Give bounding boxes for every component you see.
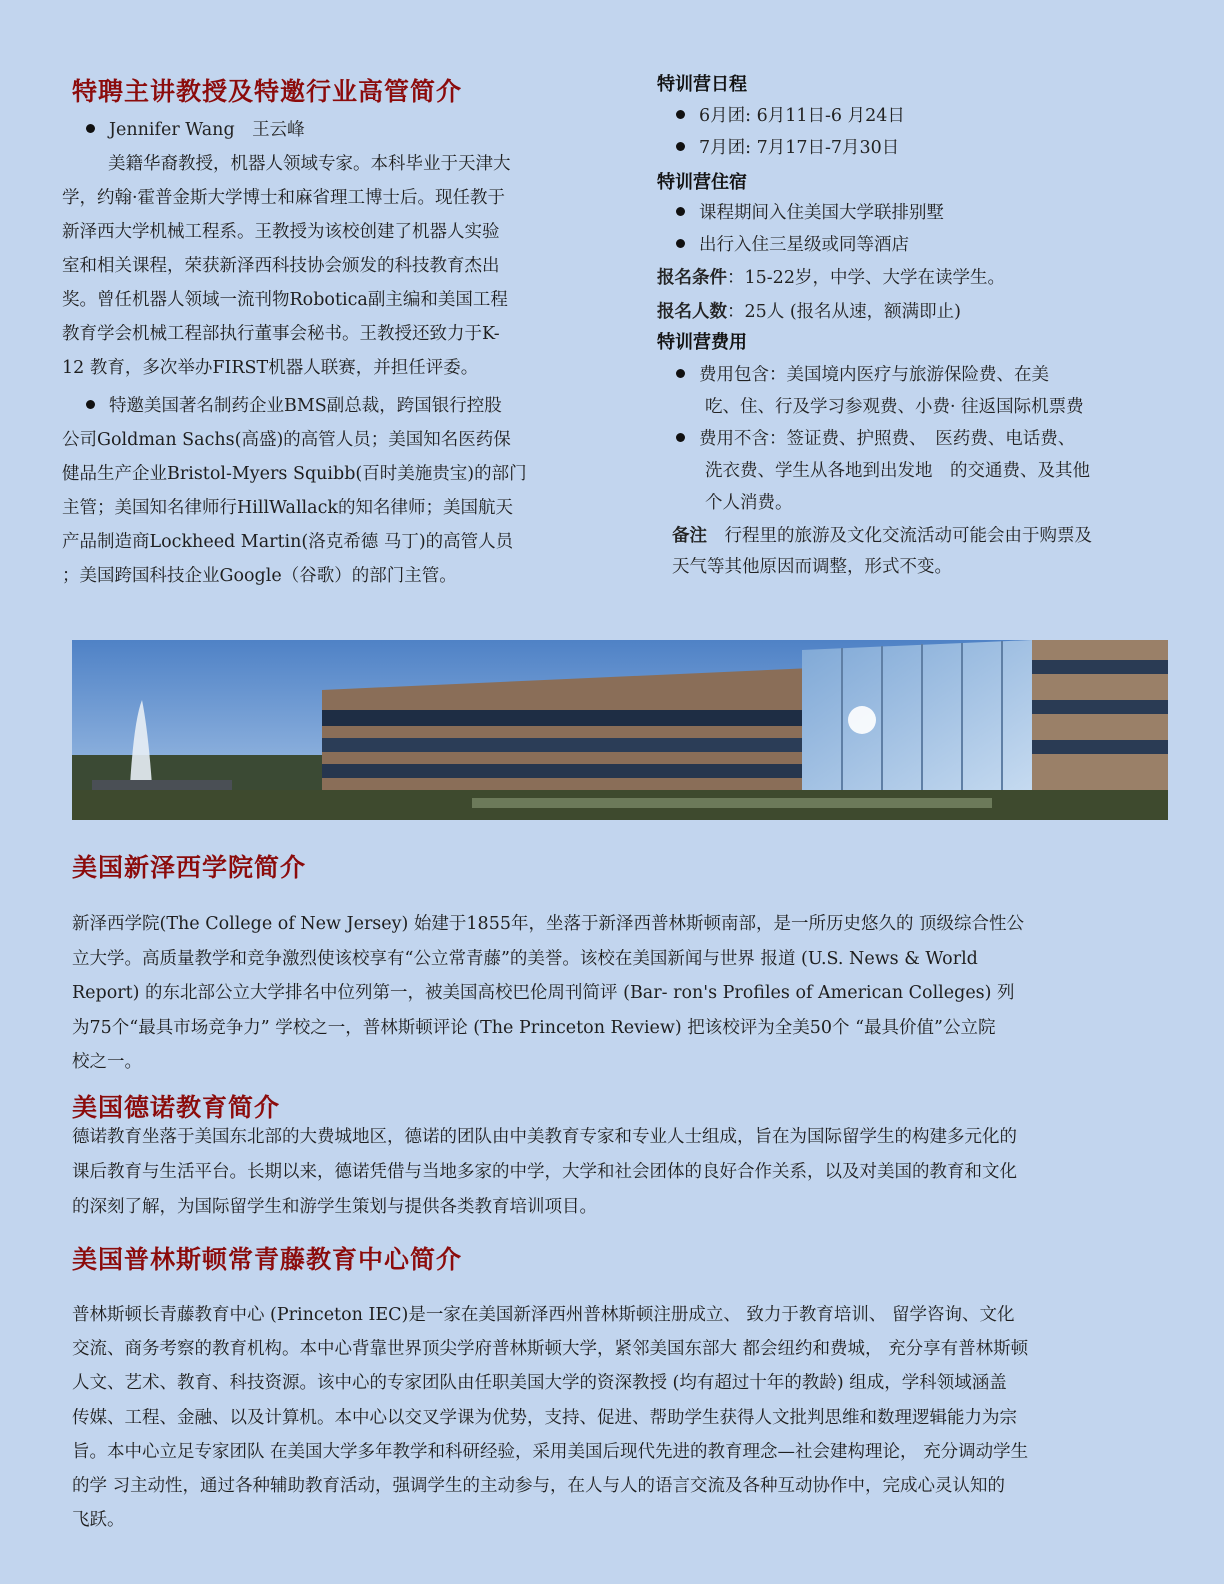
denuo-line: 的深刻了解，为国际留学生和游学生策划与提供各类教育培训项目。: [72, 1197, 597, 1217]
enrollment-count: 报名人数：25人 (报名从速，额满即止): [657, 302, 961, 322]
tcnj-line: Report) 的东北部公立大学排名中位列第一，被美国高校巴伦周刊简评 (Bar- ron's Profiles of American Colleges) 列: [72, 983, 1015, 1003]
note-cont: 天气等其他原因而调整，形式不变。: [672, 557, 952, 577]
tcnj-line: 为75个“最具市场竞争力” 学校之一，普林斯顿评论 (The Princeton Review) 把该校评为全美50个 “最具价值”公立院: [72, 1017, 996, 1038]
bio-line: 室和相关课程，荣获新泽西科技协会颁发的科技教育杰出: [62, 256, 500, 276]
denuo-line: 课后教育与生活平台。长期以来，德诺凭借与当地多家的中学，大学和社会团体的良好合作关系，以及对美国的教育和文化: [72, 1162, 1017, 1182]
iec-line: 旨。本中心立足专家团队 在美国大学多年教学和科研经验，采用美国后现代先进的教育理念—社会建构理论， 充分调动学生: [72, 1441, 1029, 1462]
iec-line: 的学 习主动性，通过各种辅助教育活动，强调学生的主动参与，在人与人的语言交流及各种互动协作中，完成心灵认知的: [72, 1476, 1006, 1497]
iec-line: 交流、商务考察的教育机构。本中心背靠世界顶尖学府普林斯顿大学，紧邻美国东部大 都会纽约和费城， 充分享有普林斯顿: [72, 1339, 1029, 1360]
requirements: 报名条件：15-22岁，中学、大学在读学生。: [657, 268, 1005, 288]
iec-line: 普林斯顿长青藤教育中心 (Princeton IEC)是一家在美国新泽西州普林斯顿注册成立、 致力于教育培训、 留学咨询、文化: [72, 1305, 1015, 1325]
bullet-icon: [86, 124, 95, 133]
tcnj-text: [72, 907, 1162, 1080]
iec-line: 人文、艺术、教育、科技资源。该中心的专家团队由任职美国大学的资深教授 (均有超过十年的教龄) 组成，学科领域涵盖: [72, 1373, 1007, 1394]
campus-building-photo: [72, 640, 1168, 820]
tcnj-line: 校之一。: [72, 1052, 142, 1072]
fee-title: 特训营费用: [657, 332, 747, 353]
bullet-icon: [676, 142, 685, 151]
fee-include-cont: 吃、住、行及学习参观费、小费· 往返国际机票费: [705, 397, 1084, 417]
denuo-text: [72, 1120, 1162, 1225]
bullet-icon: [676, 369, 685, 378]
schedule-item: 6月团: 6月11日-6 月24日: [676, 100, 905, 132]
exec-line: 产品制造商Lockheed Martin(洛克希德 马丁)的高管人员: [62, 532, 514, 552]
tcnj-line: 新泽西学院(The College of New Jersey) 始建于1855年，坐落于新泽西普林斯顿南部，是一所历史悠久的 顶级综合性公: [72, 914, 1025, 934]
exec-line: ；美国跨国科技企业Google（谷歌）的部门主管。: [62, 566, 457, 586]
lodging-title: 特训营住宿: [657, 172, 747, 193]
bullet-executives: 特邀美国著名制药企业BMS副总裁，跨国银行控股: [86, 390, 502, 422]
bio-line: 教育学会机械工程部执行董事会秘书。王教授还致力于K-: [62, 324, 500, 344]
tcnj-line: 立大学。高质量教学和竞争激烈使该校享有“公立常青藤”的美誉。该校在美国新闻与世界 报道 (U.S. News & World: [72, 948, 978, 969]
bio-line: 新泽西大学机械工程系。王教授为该校创建了机器人实验: [62, 222, 500, 242]
iec-text: [72, 1298, 1162, 1537]
schedule-title: 特训营日程: [657, 74, 747, 95]
note: 备注 行程里的旅游及文化交流活动可能会由于购票及: [672, 526, 1092, 546]
bio-line: 奖。曾任机器人领域一流刊物Robotica副主编和美国工程: [62, 290, 508, 310]
bullet-icon: [676, 239, 685, 248]
bio-line: 12 教育，多次举办FIRST机器人联赛，并担任评委。: [62, 358, 479, 378]
fee-exclude-cont: 洗衣费、学生从各地到出发地 的交通费、及其他: [705, 461, 1090, 481]
exec-line: 主管；美国知名律师行HillWallack的知名律师；美国航天: [62, 498, 513, 518]
bullet-icon: [676, 207, 685, 216]
heading-tcnj: 美国新泽西学院简介: [72, 853, 307, 882]
lodging-item: 课程期间入住美国大学联排别墅: [676, 197, 944, 229]
bullet-icon: [676, 110, 685, 119]
bullet-icon: [86, 400, 95, 409]
iec-line: 飞跃。: [72, 1510, 125, 1531]
iec-line: 传媒、工程、金融、以及计算机。本中心以交叉学课为优势，支持、促进、帮助学生获得人文批判思维和数理逻辑能力为宗: [72, 1407, 1017, 1428]
heading-denuo: 美国德诺教育简介: [72, 1093, 281, 1122]
fee-exclude-cont: 个人消费。: [705, 493, 793, 513]
exec-line: 健品生产企业Bristol-Myers Squibb(百时美施贵宝)的部门: [62, 464, 527, 484]
bullet-professor-name: Jennifer Wang 王云峰: [86, 114, 305, 146]
heading-professors: 特聘主讲教授及特邀行业高管简介: [72, 77, 463, 106]
heading-iec: 美国普林斯顿常青藤教育中心简介: [72, 1245, 463, 1274]
fee-exclude: 费用不含：签证费、护照费、 医药费、电话费、: [676, 423, 1075, 455]
fee-include: 费用包含：美国境内医疗与旅游保险费、在美: [676, 359, 1049, 391]
lodging-item: 出行入住三星级或同等酒店: [676, 229, 909, 261]
professor-bio: [62, 147, 572, 385]
denuo-line: 德诺教育坐落于美国东北部的大费城地区，德诺的团队由中美教育专家和专业人士组成，旨在为国际留学生的构建多元化的: [72, 1127, 1017, 1147]
executives-text: [62, 423, 572, 593]
schedule-item: 7月团: 7月17日-7月30日: [676, 132, 899, 164]
bullet-icon: [676, 433, 685, 442]
exec-line: 公司Goldman Sachs(高盛)的高管人员；美国知名医药保: [62, 430, 511, 450]
bio-line: 学，约翰·霍普金斯大学博士和麻省理工博士后。现任教于: [62, 188, 506, 208]
bio-line: 美籍华裔教授，机器人领域专家。本科毕业于天津大: [108, 154, 511, 174]
